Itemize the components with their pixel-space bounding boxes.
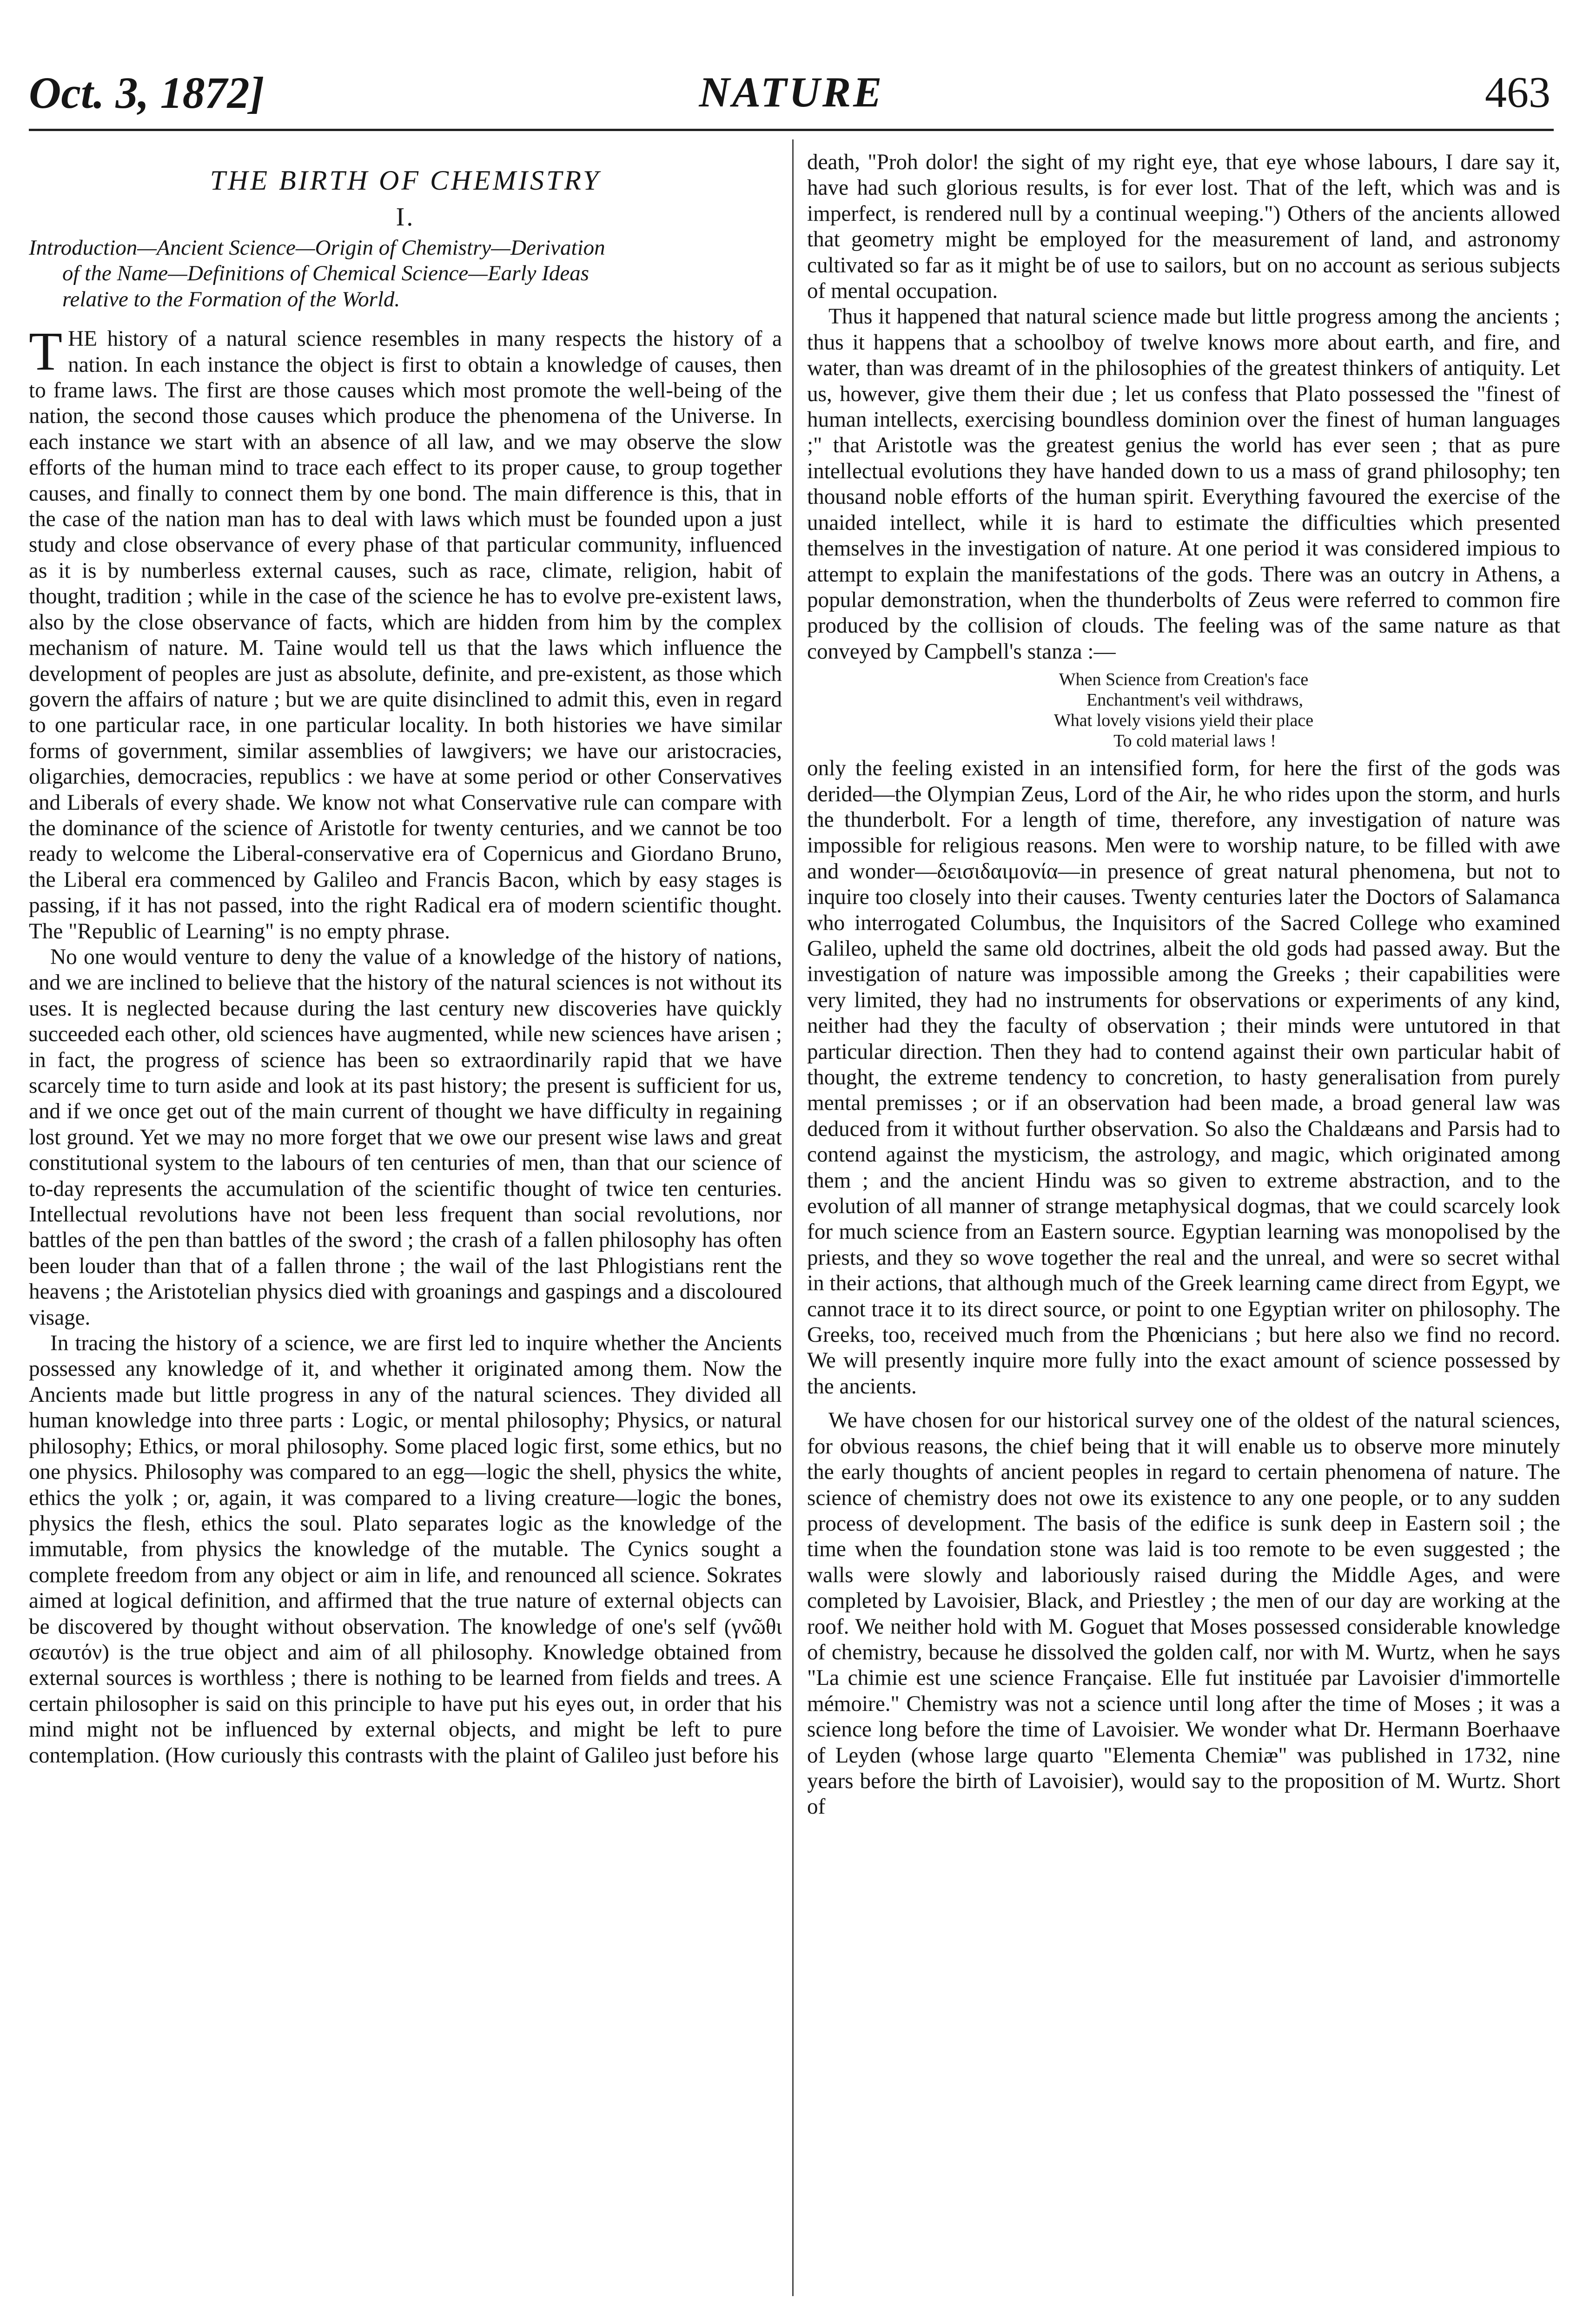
verse-line: Enchantment's veil withdraws, xyxy=(1086,690,1303,710)
column-divider xyxy=(792,139,794,2296)
right-column xyxy=(807,150,1560,2316)
subtitle-line: Introduction—Ancient Science—Origin of Chemistry—Derivation xyxy=(29,236,605,260)
header-date: Oct. 3, 1872] xyxy=(29,68,265,118)
paragraph: Thus it happened that natural science made but little progress among the ancients ; thus it happens that a schoolboy of twelve knows more about earth, and fire, and water, than was dreamt of in the philosophies of the greatest thinkers of antiquity. Let us, however, give them their due ; let us confess that Plato possessed the "finest of human intellects, exercising boundless dominion over the finest of human languages ;" that Aristotle was the greatest genius the world has ever seen ; that as pure intellectual evolutions they have handed down to us a mass of grand philosophy; ten thousand noble efforts of the human spirit. Everything favoured the exercise of the unaided intellect, while it is hard to estimate the difficulties which presented themselves in the investigation of nature. At one period it was considered impious to attempt to explain the manifestations of the gods. There was an outcry in Athens, a popular demonstration, when the thunderbolts of Zeus were referred to common fire produced by the collision of clouds. The feeling was of the same nature as that conveyed by Campbell's stanza :— xyxy=(807,304,1560,664)
paragraph-continued: death, "Proh dolor! the sight of my right eye, that eye whose labours, I dare say it, have had such glorious results, is for ever lost. That of the left, which was and is imperfect, is rendered null by a continual weeping.") Others of the ancients allowed that geometry might be employed for the measurement of land, and astronomy cultivated so far as it might be of use to sailors, but on no account as serious subjects of mental occupation. xyxy=(807,150,1560,304)
paragraph: In tracing the history of a science, we are first led to inquire whether the Ancients possessed any knowledge of it, and whether it originated among them. Now the Ancients made but little progress in any of the natural sciences. They divided all human knowledge into three parts : Logic, or mental philosophy; Physics, or natural philosophy; Ethics, or moral philosophy. Some placed logic first, some ethics, but no one physics. Philosophy was compared to an egg—logic the shell, physics the white, ethics the yolk ; or, again, it was compared to a living creature—logic the bones, physics the flesh, ethics the soul. Plato separates logic as the knowledge of the immutable, from physics the knowledge of the mutable. The Cynics sought a complete freedom from any object or aim in life, and renounced all science. Sokrates aimed at logical definition, and affirmed that the true nature of external objects can be discovered by thought without observation. The knowledge of one's self (γνῶθι σεαυτόν) is the true object and aim of all philosophy. Knowledge obtained from external sources is worthless ; there is nothing to be learned from fields and trees. A certain philosopher is said on this principle to have put his eyes out, in order that his mind might not be influenced by external objects, and might be left to pure contemplation. (How curiously this contrasts with the plaint of Galileo just before his xyxy=(29,1331,782,1768)
page-number: 463 xyxy=(1485,68,1550,117)
paragraph: No one would venture to deny the value of a knowledge of the history of nations, and we are inclined to believe that the history of the natural sciences is not without its uses. It is neglected because during the last century new discoveries have quickly succeeded each other, old sciences have augmented, while new sciences have arisen ; in fact, the progress of science has been so extraordinarily rapid that we have scarcely time to turn aside and look at its past history; the present is sufficient for us, and if we once get out of the main current of thought we have difficulty in regaining lost ground. Yet we may no more forget that we owe our present wise laws and great constitutional system to the labours of ten centuries of men, than that our science of to-day represents the accumulation of the scientific thought of twice ten centuries. Intellectual revolutions have not been less frequent than social revolutions, nor battles of the pen than battles of the sword ; the crash of a fallen philosophy has often been louder than that of a fallen throne ; the wail of the last Phlogistians rent the heavens ; the Aristotelian physics died with groanings and gaspings and a discoloured visage. xyxy=(29,944,782,1330)
paragraph: We have chosen for our historical survey one of the oldest of the natural sciences, for obvious reasons, the chief being that it will enable us to observe more minutely the early thoughts of ancient peoples in regard to certain phenomena of nature. The science of chemistry does not owe its existence to any one people, or to any sudden process of development. The basis of the edifice is sunk deep in Eastern soil ; the time when the foundation stone was laid is too remote to be even suggested ; the walls were slowly and laboriously raised during the Middle Ages, and were completed by Lavoisier, Black, and Priestley ; the men of our day are working at the roof. We neither hold with M. Goguet that Moses possessed considerable knowledge of chemistry, because he dissolved the golden calf, nor with M. Wurtz, when he says "La chimie est une science Française. Elle fut instituée par Lavoisier d'immortelle mémoire." Chemistry was not a science until long after the time of Moses ; it was a science long before the time of Lavoisier. We wonder what Dr. Hermann Boerhaave of Leyden (whose large quarto "Elementa Chemiæ" was published in 1732, nine years before the birth of Lavoisier), would say to the proposition of M. Wurtz. Short of xyxy=(807,1408,1560,1819)
drop-cap: T xyxy=(29,321,63,382)
verse-line: What lovely visions yield their place xyxy=(1053,711,1314,731)
article-subtitle xyxy=(29,235,782,312)
subtitle-line: relative to the Formation of the World. xyxy=(62,287,400,311)
journal-title: NATURE xyxy=(699,68,884,116)
article-title: THE BIRTH OF CHEMISTRY xyxy=(210,165,601,196)
verse-line: When Science from Creation's face xyxy=(1059,670,1309,690)
verse-quotation xyxy=(807,669,1560,751)
header-rule xyxy=(29,129,1554,131)
paragraph: only the feeling existed in an intensified form, for here the first of the gods was derided—the Olympian Zeus, Lord of the Air, he who rides upon the storm, and hurls the thunderbolt. For a length of time, therefore, any investigation of nature was impossible for religious reasons. Men were to worship nature, to be filled with awe and wonder—δεισιδαιμονία—in presence of great natural phenomena, but not to inquire too closely into their causes. Twenty centuries later the Doctors of Salamanca who interrogated Columbus, the Inquisitors of the Sacred College who examined Galileo, upheld the same old doctrines, albeit the old gods had passed away. But the investigation of nature was impossible among the Greeks ; their capabilities were very limited, they had no instruments for observations or experiments of any kind, neither had they the faculty of observation ; their minds were untutored in that particular direction. Then they had to contend against their own particular habit of thought, the extreme tendency to concretion, to hasty generalisation from purely mental premisses ; or if an observation had been made, a broad general law was deduced from it without further observation. So also the Chaldæans and Parsis had to contend against the mysticism, the astrology, and magic, which originated among them ; and the ancient Hindu was so given to extreme abstraction, and to the evolution of all manner of strange metaphysical dogmas, that we could scarcely look for much science from an Eastern source. Egyptian learning was monopolised by the priests, and they so wove together the real and the unreal, and were so secret withal in their actions, that although much of the Greek learning came direct from Egypt, we cannot trace it to its direct source, or point to one Egyptian writer on philosophy. The Greeks, too, received much from the Phœnicians ; but here also we find no record. We will presently inquire more fully into the exact amount of science possessed by the ancients. xyxy=(807,756,1560,1399)
verse-line: To cold material laws ! xyxy=(1113,731,1276,751)
paragraph xyxy=(29,321,782,944)
article-part-number: I. xyxy=(396,203,415,231)
paragraph-text: HE history of a natural science resembles in many respects the history of a nation. In each instance the object is first to obtain a knowledge of causes, then to frame laws. The first are those causes which most promote the well-being of the nation, the second those causes which produce the phenomena of the Universe. In each instance we start with an absence of all law, and we may observe the slow efforts of the human mind to trace each effect to its proper cause, to group together causes, and finally to connect them by one bond. The main difference is this, that in the case of the nation man has to deal with laws which must be founded upon a just study and close observance of every phase of that particular community, influenced as it is by numberless external causes, such as race, climate, religion, habit of thought, tradition ; while in the case of the science he has to evolve pre-existent laws, also by the close observance of facts, which are hidden from him by the complex mechanism of nature. M. Taine would tell us that the laws which influence the development of peoples are just as absolute, definite, and pre-existent, as those which govern the affairs of nature ; but we are quite disinclined to admit this, even in regard to one particular race, in one particular locality. In both histories we have similar forms of government, similar assemblies of lawgivers; we have our aristocracies, oligarchies, democracies, republics : we have at some period or other Conservatives and Liberals of every shade. We know not what Conservative rule can compare with the dominance of the science of Aristotle for twenty centuries, and we cannot be too ready to welcome the Liberal-conservative era of Copernicus and Giordano Bruno, the Liberal era commenced by Galileo and Francis Bacon, which by easy stages is passing, if it has not passed, into the right Radical era of modern scientific thought. The "Republic of Learning" is no empty phrase. xyxy=(29,327,782,944)
subtitle-line: of the Name—Definitions of Chemical Science—Early Ideas xyxy=(62,261,589,286)
left-column xyxy=(29,150,782,2316)
